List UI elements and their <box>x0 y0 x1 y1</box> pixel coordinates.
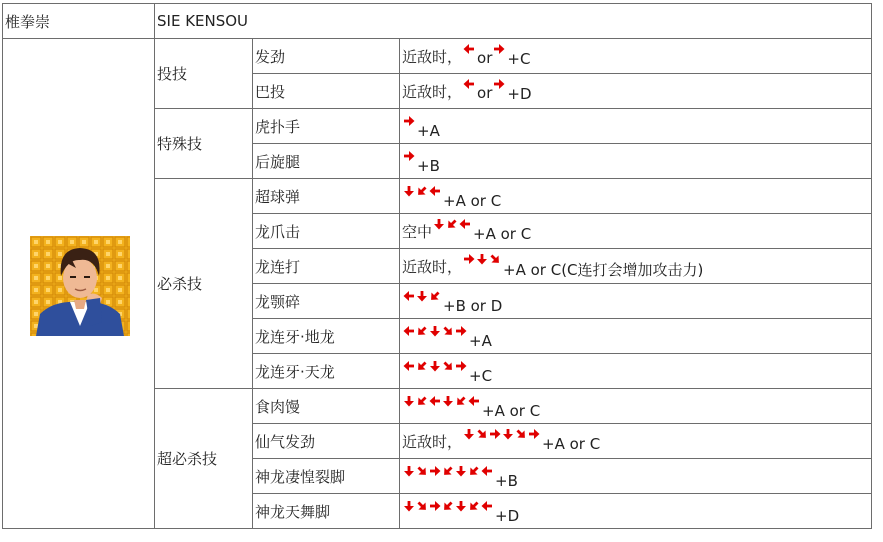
left-arrow-icon <box>429 395 441 407</box>
move-name: 超球弹 <box>253 179 400 214</box>
command-sequence <box>402 362 492 384</box>
move-name: 虎扑手 <box>253 109 400 144</box>
command-sequence <box>402 255 703 277</box>
move-category: 必杀技 <box>155 179 253 389</box>
command-button: +A <box>417 122 440 140</box>
move-name: 龙连打 <box>253 249 400 284</box>
move-name: 神龙天舞脚 <box>253 494 400 529</box>
down-right-arrow-icon <box>515 428 527 440</box>
command-sequence <box>402 220 531 242</box>
down-arrow-icon <box>455 465 467 477</box>
left-arrow-icon <box>481 465 493 477</box>
arrow-sequence <box>403 292 442 314</box>
command-condition: 近敌时， <box>402 432 463 451</box>
arrow-sequence <box>403 327 468 349</box>
arrow-sequence <box>403 467 494 489</box>
move-category: 超必杀技 <box>155 389 253 529</box>
command-button: +C <box>469 367 493 385</box>
down-arrow-icon <box>429 325 441 337</box>
arrow-sequence <box>463 80 476 102</box>
down-left-arrow-icon <box>442 465 454 477</box>
command-condition: 近敌时， <box>402 257 463 276</box>
command-sequence <box>402 327 492 349</box>
move-command <box>400 144 872 179</box>
move-command <box>400 179 872 214</box>
move-command <box>400 39 872 74</box>
command-sequence <box>402 467 518 489</box>
down-arrow-icon <box>476 253 488 265</box>
command-sequence <box>402 45 530 67</box>
arrow-sequence <box>403 362 468 384</box>
down-right-arrow-icon <box>416 500 428 512</box>
arrow-sequence <box>403 152 416 174</box>
command-button: +D <box>495 507 520 525</box>
command-button: +A or C(C连打会增加攻击力) <box>503 260 704 279</box>
right-arrow-icon <box>493 43 505 55</box>
right-arrow-icon <box>463 253 475 265</box>
move-command <box>400 284 872 319</box>
arrow-sequence <box>463 430 541 452</box>
move-name: 龙爪击 <box>253 214 400 249</box>
down-arrow-icon <box>403 185 415 197</box>
move-command <box>400 459 872 494</box>
move-command <box>400 319 872 354</box>
command-button: +A or C <box>443 192 502 210</box>
arrow-sequence <box>463 45 476 67</box>
right-arrow-icon <box>455 360 467 372</box>
command-button: +B or D <box>443 297 503 315</box>
left-arrow-icon <box>463 43 475 55</box>
move-name: 龙颚碎 <box>253 284 400 319</box>
down-arrow-icon <box>403 395 415 407</box>
move-command <box>400 389 872 424</box>
command-button: +A or C <box>482 402 541 420</box>
down-arrow-icon <box>455 500 467 512</box>
arrow-sequence <box>493 80 506 102</box>
down-arrow-icon <box>403 465 415 477</box>
left-arrow-icon <box>403 290 415 302</box>
arrow-sequence <box>493 45 506 67</box>
move-name: 龙连牙·地龙 <box>253 319 400 354</box>
character-label: 椎拳崇 <box>3 4 155 39</box>
down-left-arrow-icon <box>468 500 480 512</box>
portrait-cell <box>3 39 155 529</box>
command-sequence <box>402 292 502 314</box>
left-arrow-icon <box>429 185 441 197</box>
arrow-sequence <box>403 117 416 139</box>
move-name: 神龙凄惶裂脚 <box>253 459 400 494</box>
command-button: +A or C <box>473 225 532 243</box>
command-button: +B <box>495 472 518 490</box>
arrow-sequence <box>403 502 494 524</box>
down-left-arrow-icon <box>416 325 428 337</box>
left-arrow-icon <box>463 78 475 90</box>
down-arrow-icon <box>403 500 415 512</box>
command-sequence <box>402 187 501 209</box>
command-button: +C <box>507 50 531 68</box>
down-arrow-icon <box>442 395 454 407</box>
move-command <box>400 214 872 249</box>
command-condition: 空中 <box>402 222 433 241</box>
down-left-arrow-icon <box>468 465 480 477</box>
right-arrow-icon <box>403 150 415 162</box>
move-command <box>400 74 872 109</box>
character-name: SIE KENSOU <box>155 4 872 39</box>
move-command <box>400 494 872 529</box>
down-right-arrow-icon <box>416 465 428 477</box>
command-button: +A <box>469 332 492 350</box>
kensou-portrait <box>30 236 130 336</box>
move-command <box>400 424 872 459</box>
down-arrow-icon <box>416 290 428 302</box>
left-arrow-icon <box>459 218 471 230</box>
move-name: 仙气发劲 <box>253 424 400 459</box>
move-list-table <box>2 3 872 529</box>
right-arrow-icon <box>528 428 540 440</box>
right-arrow-icon <box>455 325 467 337</box>
move-category: 投技 <box>155 39 253 109</box>
header-row <box>3 4 872 39</box>
right-arrow-icon <box>493 78 505 90</box>
move-name: 龙连牙·天龙 <box>253 354 400 389</box>
left-arrow-icon <box>403 325 415 337</box>
command-button: +D <box>507 85 532 103</box>
down-left-arrow-icon <box>429 290 441 302</box>
command-condition: 近敌时， <box>402 47 463 66</box>
down-left-arrow-icon <box>416 185 428 197</box>
move-command <box>400 249 872 284</box>
move-category: 特殊技 <box>155 109 253 179</box>
move-command <box>400 109 872 144</box>
move-name: 发劲 <box>253 39 400 74</box>
command-or: or <box>477 84 493 102</box>
down-arrow-icon <box>433 218 445 230</box>
command-button: +A or C <box>542 435 601 453</box>
move-command <box>400 354 872 389</box>
right-arrow-icon <box>429 465 441 477</box>
down-arrow-icon <box>429 360 441 372</box>
command-sequence <box>402 397 540 419</box>
command-sequence <box>402 430 600 452</box>
move-row <box>3 39 872 74</box>
command-or: or <box>477 49 493 67</box>
down-right-arrow-icon <box>442 360 454 372</box>
down-left-arrow-icon <box>416 360 428 372</box>
right-arrow-icon <box>403 115 415 127</box>
command-sequence <box>402 152 440 174</box>
arrow-sequence <box>433 220 472 242</box>
down-arrow-icon <box>502 428 514 440</box>
arrow-sequence <box>403 397 481 419</box>
move-name: 食肉馒 <box>253 389 400 424</box>
move-name: 后旋腿 <box>253 144 400 179</box>
right-arrow-icon <box>489 428 501 440</box>
command-button: +B <box>417 157 440 175</box>
arrow-sequence <box>403 187 442 209</box>
command-sequence <box>402 80 532 102</box>
down-left-arrow-icon <box>446 218 458 230</box>
down-left-arrow-icon <box>442 500 454 512</box>
right-arrow-icon <box>429 500 441 512</box>
command-sequence <box>402 502 519 524</box>
move-name: 巴投 <box>253 74 400 109</box>
down-right-arrow-icon <box>476 428 488 440</box>
down-arrow-icon <box>463 428 475 440</box>
command-sequence <box>402 117 440 139</box>
left-arrow-icon <box>468 395 480 407</box>
left-arrow-icon <box>403 360 415 372</box>
down-right-arrow-icon <box>442 325 454 337</box>
down-right-arrow-icon <box>489 253 501 265</box>
left-arrow-icon <box>481 500 493 512</box>
arrow-sequence <box>463 255 502 277</box>
command-condition: 近敌时， <box>402 82 463 101</box>
down-left-arrow-icon <box>416 395 428 407</box>
down-left-arrow-icon <box>455 395 467 407</box>
